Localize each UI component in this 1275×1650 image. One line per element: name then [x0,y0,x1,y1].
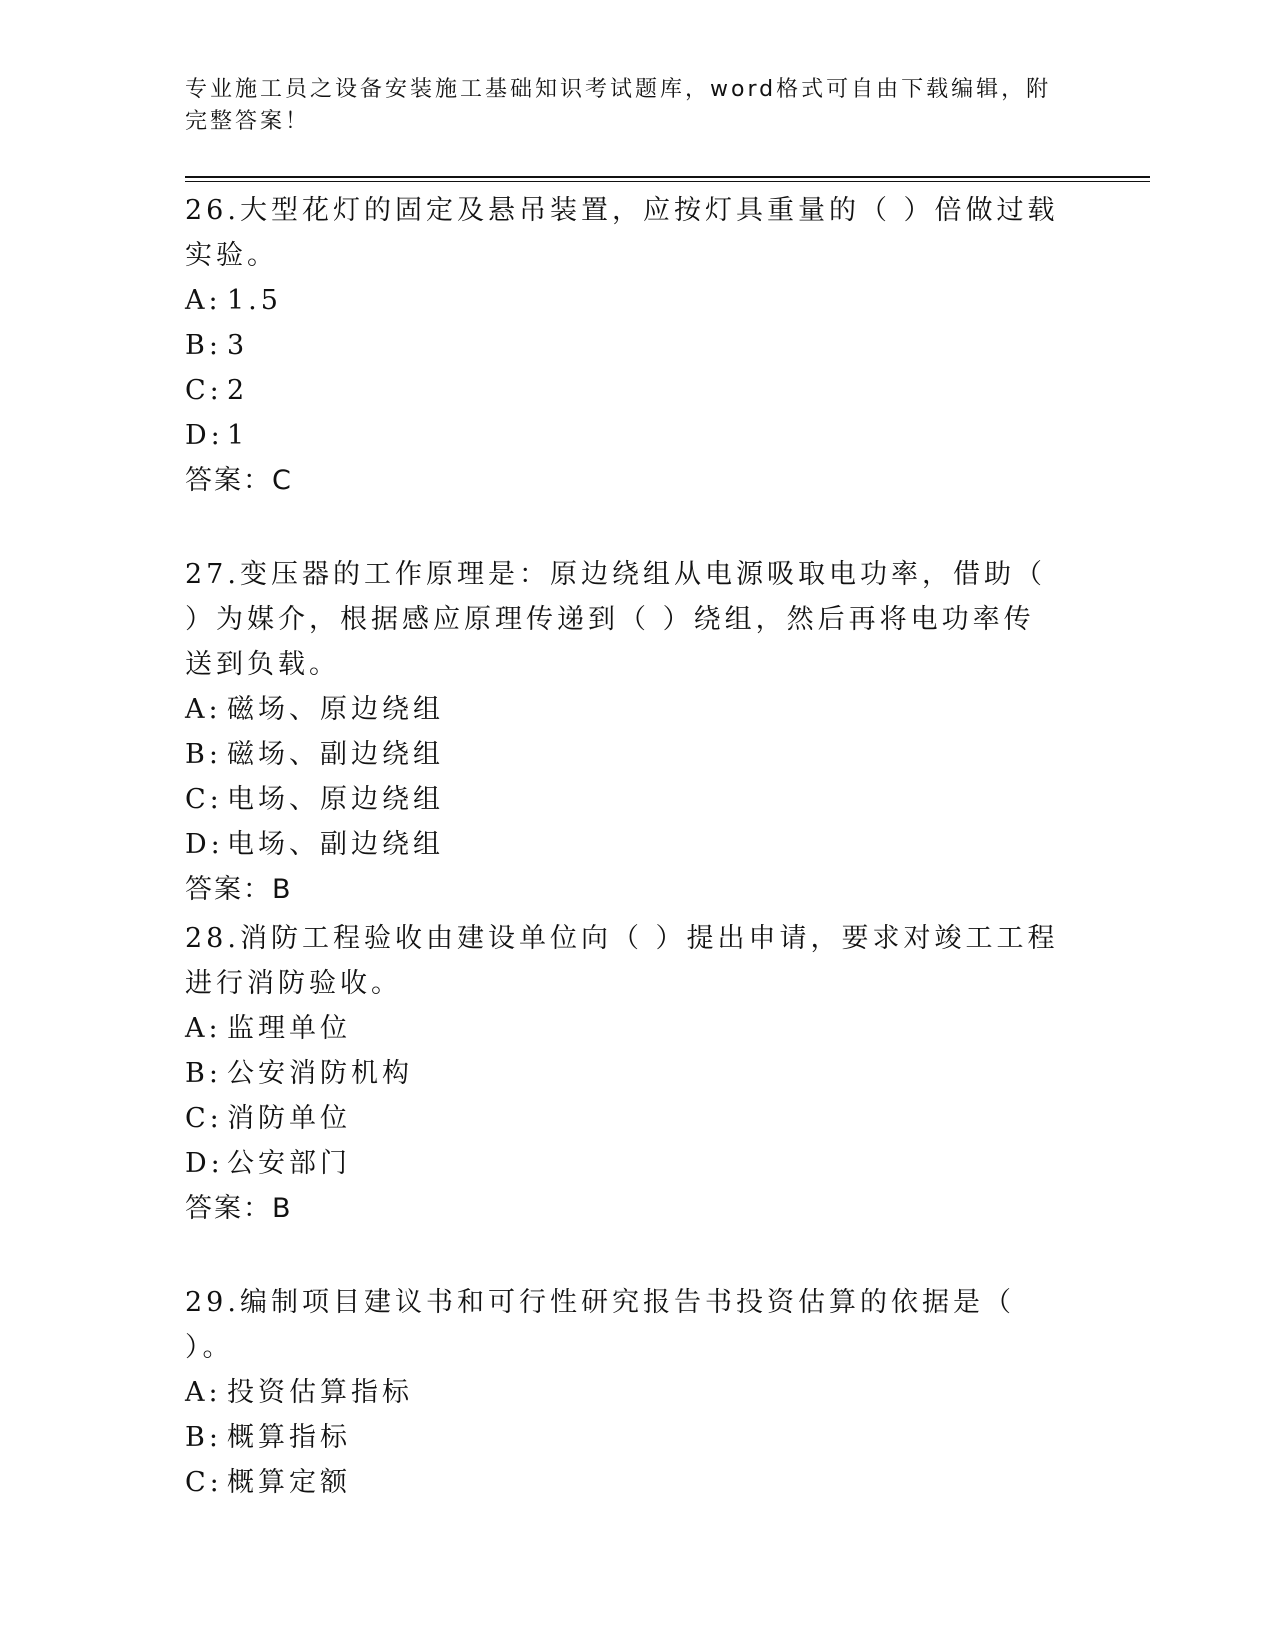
option-text: 电场、副边绕组 [227,829,444,860]
document-header: 专业施工员之设备安装施工基础知识考试题库，word格式可自由下载编辑，附完整答案！ [185,77,1052,134]
question-stem [185,188,1065,278]
question-number: 27. [185,559,240,590]
option-d [185,822,1065,867]
answer-line: 答案：B [185,874,293,905]
option-text: 投资估算指标 [227,1377,413,1408]
question-number: 28. [185,923,240,954]
option-c [185,1096,1065,1141]
option-key: C: [185,1103,223,1134]
question-number: 26. [185,195,240,226]
question-number: 29. [185,1287,240,1318]
header-divider-bottom [185,181,1150,182]
option-text: 1.5 [227,285,282,316]
option-text: 2 [227,375,249,406]
option-a [185,1370,1065,1415]
option-text: 磁场、副边绕组 [227,739,444,770]
option-text: 公安部门 [227,1148,351,1179]
option-c [185,1460,1065,1505]
option-key: A: [185,1013,222,1044]
option-b [185,1415,1065,1460]
option-a [185,687,1065,732]
option-key: A: [185,285,222,316]
option-key: C: [185,1467,223,1498]
option-b [185,323,1065,368]
option-text: 3 [227,330,249,361]
option-text: 电场、原边绕组 [227,784,444,815]
option-text: 概算指标 [227,1422,351,1453]
option-text: 消防单位 [227,1103,351,1134]
option-text: 1 [227,420,249,451]
option-c [185,368,1065,413]
option-key: C: [185,375,223,406]
question-28 [185,916,1065,1231]
option-key: B: [185,1422,222,1453]
question-29 [185,1280,1065,1505]
question-text: 大型花灯的固定及悬吊装置，应按灯具重量的（ ）倍做过载实验。 [185,195,1059,271]
option-text: 概算定额 [227,1467,351,1498]
answer-line: 答案：B [185,1193,293,1224]
option-key: D: [185,1148,224,1179]
question-26 [185,188,1065,503]
option-key: A: [185,694,222,725]
option-b [185,1051,1065,1096]
option-text: 公安消防机构 [227,1058,413,1089]
option-text: 磁场、原边绕组 [227,694,444,725]
option-key: B: [185,330,222,361]
option-a [185,1006,1065,1051]
question-stem [185,1280,1065,1370]
header-divider-top [185,176,1150,178]
question-text: 消防工程验收由建设单位向（ ）提出申请，要求对竣工工程进行消防验收。 [185,923,1059,999]
question-text: 变压器的工作原理是：原边绕组从电源吸取电功率，借助（ ）为媒介，根据感应原理传递到（ ）绕组，然后再将电功率传送到负载。 [185,559,1046,680]
option-b [185,732,1065,777]
option-key: B: [185,739,222,770]
option-d [185,413,1065,458]
question-text: 编制项目建议书和可行性研究报告书投资估算的依据是（ ）。 [185,1287,1015,1363]
option-key: A: [185,1377,222,1408]
question-stem [185,552,1065,687]
option-key: D: [185,829,224,860]
option-c [185,777,1065,822]
option-key: B: [185,1058,222,1089]
option-key: D: [185,420,224,451]
question-stem [185,916,1065,1006]
option-d [185,1141,1065,1186]
option-key: C: [185,784,223,815]
option-a [185,278,1065,323]
option-text: 监理单位 [227,1013,351,1044]
answer-line: 答案：C [185,465,293,496]
question-27 [185,552,1065,912]
